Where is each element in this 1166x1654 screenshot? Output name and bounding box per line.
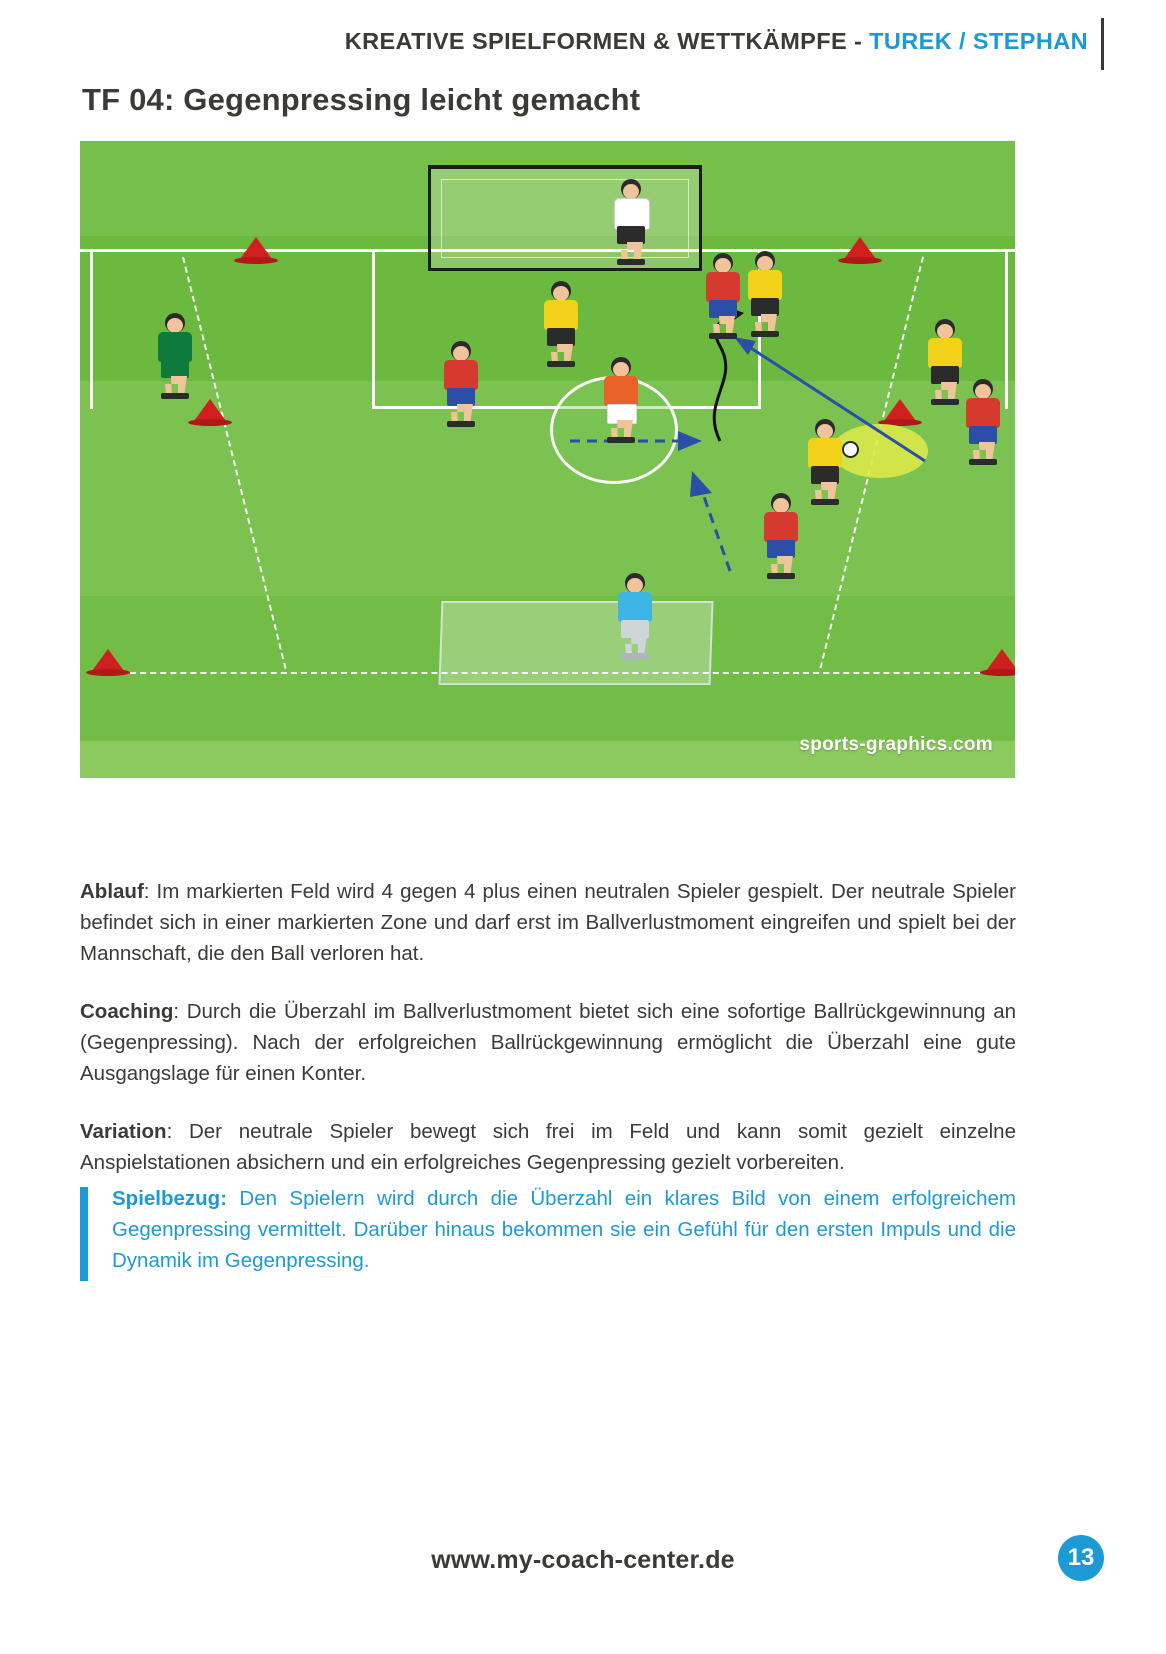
pass-arrowhead bbox=[734, 337, 756, 355]
player-yellow-4 bbox=[802, 419, 848, 505]
paragraph-variation bbox=[80, 1116, 1016, 1178]
paragraph-variation-label: Variation bbox=[80, 1119, 167, 1143]
paragraph-ablauf-label: Ablauf bbox=[80, 879, 144, 903]
paragraph-coaching-text: : Durch die Überzahl im Ballverlustmoment bietet sich eine sofortige Ballrückgewinnung an (Gegenpressing). Nach der erfolgreichen Ballrückgewinnung ermöglicht die Überzahl eine gute Ausgangslage für einen Konter. bbox=[80, 999, 1016, 1085]
player-red-1 bbox=[700, 253, 746, 339]
paragraph-coaching-label: Coaching bbox=[80, 999, 174, 1023]
run-arrowhead-2 bbox=[690, 471, 712, 497]
header-title-authors: TUREK / STEPHAN bbox=[869, 28, 1088, 54]
callout-spielbezug bbox=[80, 1183, 1016, 1276]
run-line-2 bbox=[702, 491, 730, 571]
paragraph-variation-text: : Der neutrale Spieler bewegt sich frei im Feld und kann somit gezielt einzelne Anspielstationen absichern und ein erfolgreiches Gegenpressing gezielt vorbereiten. bbox=[80, 1119, 1016, 1174]
player-orange-center bbox=[598, 357, 644, 443]
header-title-main: KREATIVE SPIELFORMEN & WETTKÄMPFE - bbox=[344, 28, 870, 54]
header-divider bbox=[1101, 18, 1104, 70]
movement-arrows bbox=[80, 141, 1015, 778]
run-arrowhead-1 bbox=[678, 431, 702, 451]
player-yellow-2 bbox=[742, 251, 788, 337]
player-red-3-ball bbox=[960, 379, 1006, 465]
callout-label: Spielbezug: bbox=[112, 1187, 228, 1210]
header-title bbox=[345, 28, 1088, 55]
player-neutral-green bbox=[152, 313, 198, 399]
player-goalkeeper-bottom bbox=[612, 573, 658, 659]
paragraph-ablauf bbox=[80, 876, 1016, 969]
paragraph-coaching bbox=[80, 996, 1016, 1089]
page-title: TF 04: Gegenpressing leicht gemacht bbox=[82, 82, 641, 117]
footer-url[interactable]: www.my-coach-center.de bbox=[431, 1546, 735, 1574]
figure-watermark: sports-graphics.com bbox=[799, 734, 993, 755]
drill-diagram bbox=[80, 141, 1015, 778]
player-red-4 bbox=[758, 493, 804, 579]
player-goalkeeper-top bbox=[608, 179, 654, 265]
paragraph-ablauf-text: : Im markierten Feld wird 4 gegen 4 plus einen neutralen Spieler gespielt. Der neutrale Spieler befindet sich in einer markierten Zone und darf erst im Ballverlustmoment eingreifen und spielt bei der Mannschaft, die den Ball verloren hat. bbox=[80, 879, 1016, 965]
player-red-2 bbox=[438, 341, 484, 427]
player-yellow-1 bbox=[538, 281, 584, 367]
page-number-badge: 13 bbox=[1058, 1535, 1104, 1581]
page-header bbox=[0, 22, 1166, 68]
callout-text: Den Spielern wird durch die Überzahl ein klares Bild von einem erfolgreichem Gegenpressing vermittelt. Darüber hinaus bekommen sie ein Gefühl für den ersten Impuls und die Dynamik im Gegenpressing. bbox=[112, 1187, 1016, 1273]
